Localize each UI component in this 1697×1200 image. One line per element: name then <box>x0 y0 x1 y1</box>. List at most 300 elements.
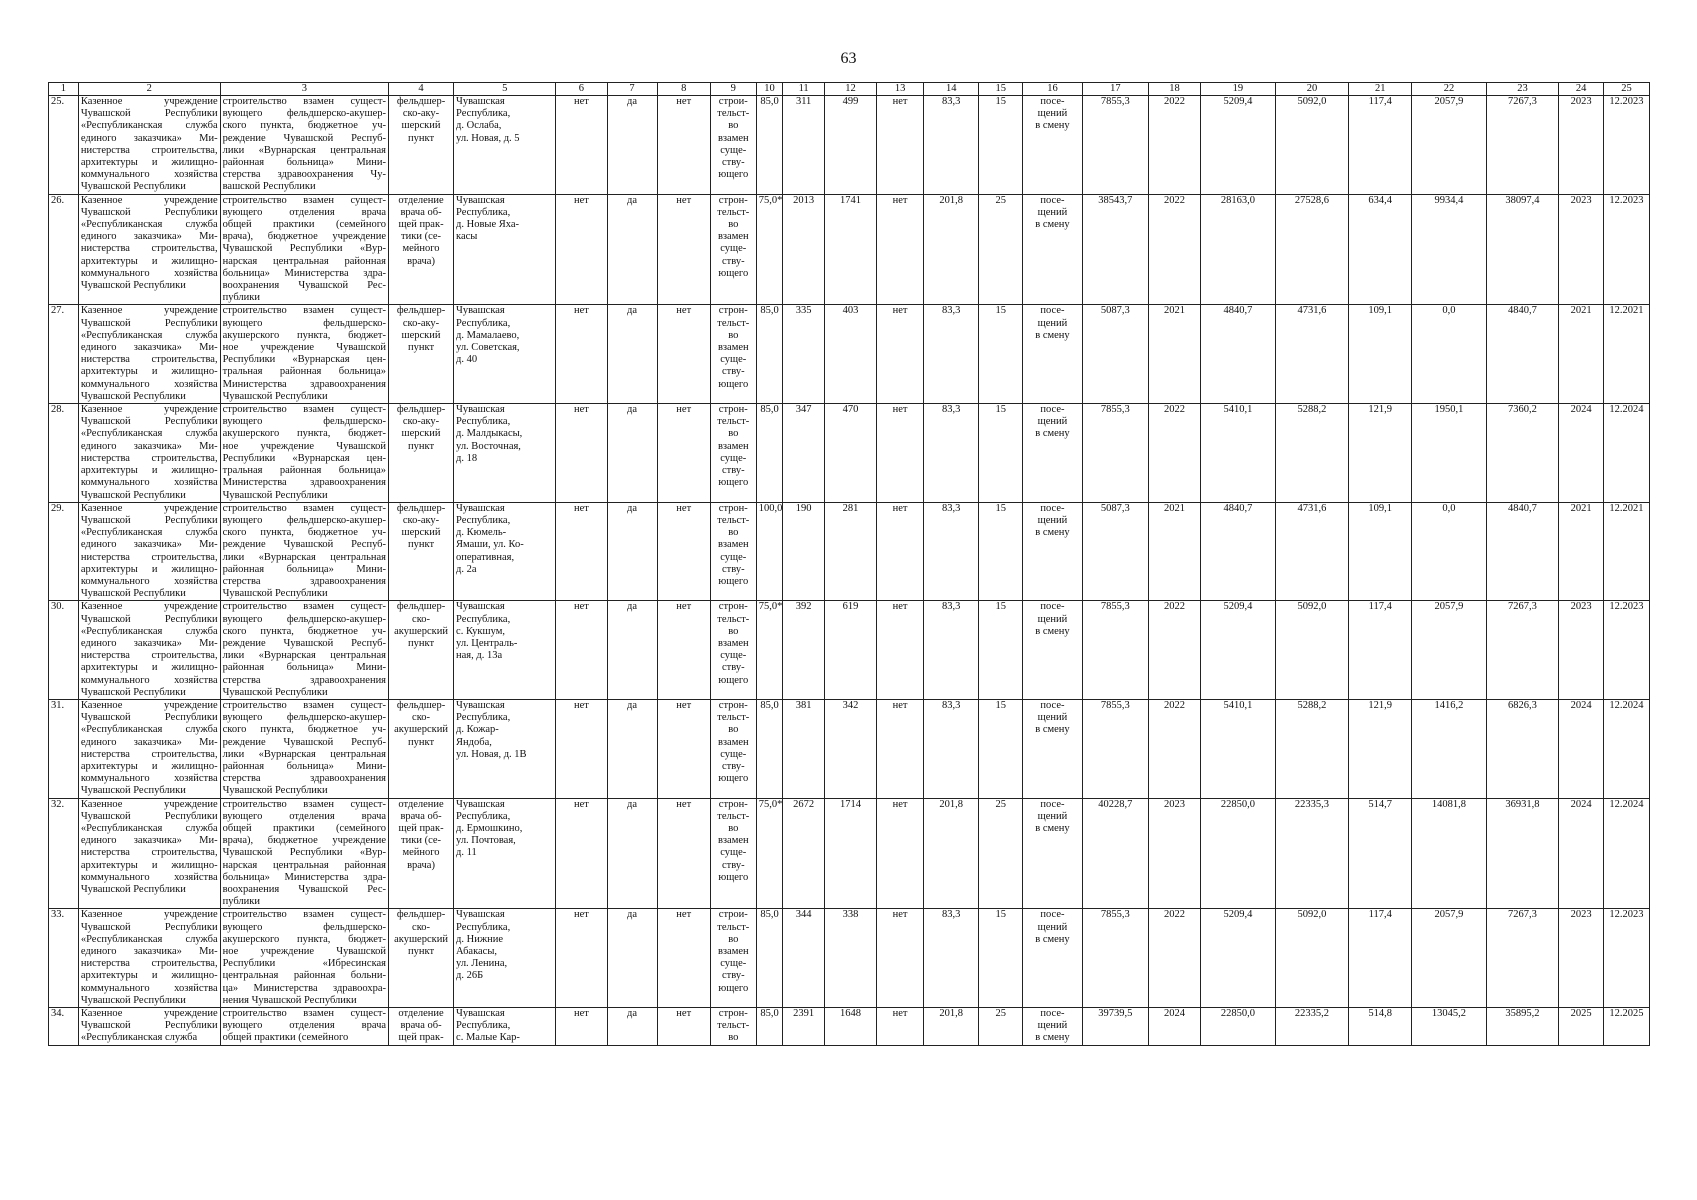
column-number-25: 25 <box>1603 83 1649 96</box>
cell-line: Чувашской Республики <box>80 810 218 822</box>
cell-col-1: 32. <box>49 798 79 909</box>
cell-line: посе- <box>1040 404 1065 416</box>
cell-line: во <box>728 219 739 231</box>
cell-col-15: 15 <box>979 96 1023 195</box>
cell-line: Казенное учреждение <box>80 798 218 810</box>
cell-line: общей практики (семейного <box>222 1032 349 1044</box>
cell-line: щений <box>1037 108 1068 120</box>
cell-line: «Республиканская служба <box>80 527 218 539</box>
cell-col-24: 2023 <box>1559 601 1604 700</box>
cell-line: взамен <box>717 440 749 452</box>
cell-col-9 <box>710 194 756 305</box>
cell-col-19: 22850,0 <box>1201 1008 1276 1046</box>
cell-col-25: 12.2023 <box>1603 601 1649 700</box>
cell-col-16 <box>1023 194 1083 305</box>
cell-line: щений <box>1037 712 1068 724</box>
cell-col-7: да <box>607 1008 657 1046</box>
cell-line: акушерского пункта, бюджет- <box>222 428 387 440</box>
cell-col-23: 6826,3 <box>1486 699 1558 798</box>
cell-line: лики «Вурнарская центральная <box>222 551 387 563</box>
cell-col-19: 22850,0 <box>1201 798 1276 909</box>
cell-col-13: нет <box>877 601 924 700</box>
cell-line: стерства здравоохранения Чу- <box>222 169 387 181</box>
cell-line: реждение Чувашской Респуб- <box>222 132 387 144</box>
cell-line: ющего <box>718 267 749 279</box>
cell-line: взамен <box>717 835 749 847</box>
cell-line: Казенное учреждение <box>80 601 218 613</box>
cell-line: реждение Чувашской Респуб- <box>222 539 387 551</box>
cell-line: вующего фельдшерско- <box>222 317 387 329</box>
cell-line: мейного <box>402 243 440 255</box>
cell-col-8: нет <box>657 502 710 601</box>
cell-line: пункт <box>408 637 435 649</box>
cell-line: д. Кюмель- <box>456 527 507 539</box>
cell-line: д. 40 <box>456 354 478 366</box>
cell-col-25: 12.2021 <box>1603 502 1649 601</box>
cell-line: во <box>728 1032 739 1044</box>
cell-col-15: 25 <box>979 798 1023 909</box>
cell-col-23: 7267,3 <box>1486 96 1558 195</box>
cell-col-23: 4840,7 <box>1486 502 1558 601</box>
cell-col-10: 85,0 <box>756 404 783 503</box>
cell-col-14: 83,3 <box>924 96 979 195</box>
cell-line: строительство взамен сущест- <box>222 305 387 317</box>
cell-line: Чувашской Республики <box>80 280 186 292</box>
cell-col-11: 190 <box>783 502 825 601</box>
cell-line: «Республиканская служба <box>80 428 218 440</box>
cell-col-23: 4840,7 <box>1486 305 1558 404</box>
column-number-19: 19 <box>1201 83 1276 96</box>
cell-col-17: 40228,7 <box>1082 798 1148 909</box>
cell-line: суще- <box>720 243 747 255</box>
cell-col-14: 83,3 <box>924 502 979 601</box>
cell-col-21: 109,1 <box>1349 502 1412 601</box>
cell-col-14: 83,3 <box>924 909 979 1008</box>
cell-line: пункт <box>408 946 435 958</box>
cell-col-5 <box>454 601 556 700</box>
cell-col-22: 0,0 <box>1412 305 1487 404</box>
cell-col-3 <box>220 601 388 700</box>
cell-col-22: 14081,8 <box>1412 798 1487 909</box>
cell-col-16 <box>1023 305 1083 404</box>
cell-col-15: 15 <box>979 601 1023 700</box>
cell-line: пункт <box>408 440 435 452</box>
cell-line: Чувашской Республики «Вур- <box>222 243 387 255</box>
cell-col-3 <box>220 699 388 798</box>
cell-line: щений <box>1037 514 1068 526</box>
cell-line: коммунального хозяйства <box>80 982 218 994</box>
table-row <box>49 194 1650 305</box>
cell-line: в смену <box>1035 1032 1070 1044</box>
cell-col-1: 25. <box>49 96 79 195</box>
cell-col-25: 12.2023 <box>1603 909 1649 1008</box>
cell-col-9 <box>710 404 756 503</box>
table-row <box>49 909 1650 1008</box>
cell-col-9 <box>710 502 756 601</box>
cell-line: взамен <box>717 342 749 354</box>
cell-col-16 <box>1023 1008 1083 1046</box>
cell-line: д. 18 <box>456 452 478 464</box>
cell-line: Чувашской Республики <box>80 181 186 193</box>
cell-line: в смену <box>1035 120 1070 132</box>
cell-col-19: 5209,4 <box>1201 601 1276 700</box>
cell-col-9 <box>710 699 756 798</box>
cell-line: ул. Восточная, <box>456 440 521 452</box>
cell-col-22: 2057,9 <box>1412 909 1487 1008</box>
table-row <box>49 601 1650 700</box>
cell-line: строн- <box>718 699 748 711</box>
cell-col-20: 5092,0 <box>1275 909 1349 1008</box>
cell-line: коммунального хозяйства <box>80 267 218 279</box>
cell-col-15: 15 <box>979 305 1023 404</box>
cell-line: суще- <box>720 748 747 760</box>
cell-line: строительство взамен сущест- <box>222 404 387 416</box>
cell-line: суще- <box>720 958 747 970</box>
cell-line: в смену <box>1035 428 1070 440</box>
cell-col-23: 38097,4 <box>1486 194 1558 305</box>
cell-col-8: нет <box>657 1008 710 1046</box>
cell-line: суще- <box>720 354 747 366</box>
cell-col-17: 5087,3 <box>1082 305 1148 404</box>
cell-line: Министерства здравоохранения <box>222 477 387 489</box>
cell-col-1: 31. <box>49 699 79 798</box>
cell-col-6: нет <box>556 305 607 404</box>
cell-line: ное учреждение Чувашской <box>222 342 387 354</box>
cell-line: центральная районная больни- <box>222 970 387 982</box>
cell-line: нистерства строительства, <box>80 452 218 464</box>
cell-col-7: да <box>607 601 657 700</box>
cell-line: врача) <box>407 859 435 871</box>
cell-col-15: 15 <box>979 404 1023 503</box>
cell-line: ству- <box>721 366 745 378</box>
cell-col-24: 2024 <box>1559 404 1604 503</box>
cell-col-16 <box>1023 404 1083 503</box>
cell-line: Республики «Ибресинская <box>222 958 387 970</box>
cell-line: суще- <box>720 144 747 156</box>
cell-line: строительство взамен сущест- <box>222 909 387 921</box>
cell-col-12: 403 <box>824 305 876 404</box>
cell-line: Чувашской Республики <box>80 588 186 600</box>
cell-col-5 <box>454 305 556 404</box>
cell-line: архитектуры и жилищно- <box>80 970 218 982</box>
cell-line: суще- <box>720 847 747 859</box>
cell-col-3 <box>220 502 388 601</box>
column-number-9: 9 <box>710 83 756 96</box>
cell-col-13: нет <box>877 1008 924 1046</box>
cell-col-13: нет <box>877 909 924 1008</box>
cell-col-4 <box>389 404 454 503</box>
cell-line: посе- <box>1040 305 1065 317</box>
cell-line: строн- <box>718 601 748 613</box>
cell-col-23: 35895,2 <box>1486 1008 1558 1046</box>
cell-col-16 <box>1023 699 1083 798</box>
cell-line: районная больница» Мини- <box>222 563 387 575</box>
cell-col-21: 117,4 <box>1349 909 1412 1008</box>
cell-line: Чувашской Республики <box>80 206 218 218</box>
cell-line: акушерского пункта, бюджет- <box>222 329 387 341</box>
cell-line: архитектуры и жилищно- <box>80 760 218 772</box>
cell-line: ющего <box>718 982 749 994</box>
cell-col-16 <box>1023 502 1083 601</box>
cell-col-17: 7855,3 <box>1082 96 1148 195</box>
cell-line: «Республиканская служба <box>80 724 218 736</box>
cell-line: Чувашской Республики <box>80 712 218 724</box>
cell-line: «Республиканская служба <box>80 329 218 341</box>
cell-col-9 <box>710 601 756 700</box>
cell-col-12: 338 <box>824 909 876 1008</box>
cell-line: лики «Вурнарская центральная <box>222 748 387 760</box>
cell-line: коммунального хозяйства <box>80 378 218 390</box>
cell-line: тельст- <box>717 712 750 724</box>
cell-line: Чувашской Республики <box>222 686 328 698</box>
cell-col-18: 2023 <box>1148 798 1200 909</box>
cell-line: фельдшер- <box>396 305 446 317</box>
cell-line: ству- <box>721 970 745 982</box>
cell-col-24: 2023 <box>1559 194 1604 305</box>
column-number-3: 3 <box>220 83 388 96</box>
cell-line: нарская центральная районная <box>222 255 387 267</box>
cell-col-1: 30. <box>49 601 79 700</box>
cell-line: Республика, <box>456 108 511 120</box>
cell-line: ско- <box>412 613 431 625</box>
cell-line: нистерства строительства, <box>80 551 218 563</box>
cell-line: строн- <box>718 305 748 317</box>
cell-line: единого заказчика» Ми- <box>80 539 218 551</box>
cell-line: посе- <box>1040 909 1065 921</box>
cell-line: пункт <box>408 132 435 144</box>
cell-col-13: нет <box>877 502 924 601</box>
cell-line: во <box>728 329 739 341</box>
cell-line: строительство взамен сущест- <box>222 1008 387 1020</box>
column-number-24: 24 <box>1559 83 1604 96</box>
cell-line: Чувашской Республики <box>80 785 186 797</box>
cell-line: д. Нижние <box>456 933 503 945</box>
cell-col-11: 392 <box>783 601 825 700</box>
cell-col-11: 2013 <box>783 194 825 305</box>
cell-col-24: 2023 <box>1559 909 1604 1008</box>
cell-col-4 <box>389 798 454 909</box>
cell-line: Казенное учреждение <box>80 502 218 514</box>
cell-line: единого заказчика» Ми- <box>80 231 218 243</box>
cell-line: районная больница» Мини- <box>222 157 387 169</box>
table-row <box>49 404 1650 503</box>
cell-col-19: 5410,1 <box>1201 699 1276 798</box>
cell-line: акушерский <box>394 724 448 736</box>
cell-col-22: 9934,4 <box>1412 194 1487 305</box>
cell-line: фельдшер- <box>396 909 446 921</box>
cell-col-9 <box>710 798 756 909</box>
cell-line: тельст- <box>717 810 750 822</box>
cell-line: районная больница» Мини- <box>222 662 387 674</box>
cell-line: Республика, <box>456 1020 511 1032</box>
cell-line: щей прак- <box>398 822 444 834</box>
cell-col-18: 2024 <box>1148 1008 1200 1046</box>
cell-line: строн- <box>718 1008 748 1020</box>
cell-col-7: да <box>607 305 657 404</box>
cell-line: стерства здравоохранения <box>222 773 387 785</box>
cell-col-23: 7267,3 <box>1486 909 1558 1008</box>
cell-line: архитектуры и жилищно- <box>80 465 218 477</box>
cell-col-8: нет <box>657 699 710 798</box>
column-number-8: 8 <box>657 83 710 96</box>
cell-col-6: нет <box>556 798 607 909</box>
cell-line: д. Ермошкино, <box>456 822 523 834</box>
cell-line: Республика, <box>456 416 511 428</box>
cell-line: во <box>728 625 739 637</box>
cell-line: единого заказчика» Ми- <box>80 835 218 847</box>
cell-line: пункт <box>408 342 435 354</box>
cell-line: ул. Новая, д. 1В <box>456 748 527 760</box>
cell-col-20: 5288,2 <box>1275 699 1349 798</box>
cell-col-21: 117,4 <box>1349 96 1412 195</box>
cell-line: щений <box>1037 810 1068 822</box>
cell-col-8: нет <box>657 798 710 909</box>
cell-line: Казенное учреждение <box>80 194 218 206</box>
cell-col-16 <box>1023 798 1083 909</box>
cell-line: д. Новые Яха- <box>456 219 520 231</box>
cell-line: Чувашской Республики <box>80 994 186 1006</box>
cell-line: ского пункта, бюджетное уч- <box>222 625 387 637</box>
table-row <box>49 798 1650 909</box>
cell-col-18: 2022 <box>1148 404 1200 503</box>
column-number-2: 2 <box>78 83 220 96</box>
cell-col-22: 13045,2 <box>1412 1008 1487 1046</box>
cell-line: д. Кожар- <box>456 724 499 736</box>
cell-col-19: 5410,1 <box>1201 404 1276 503</box>
cell-line: Министерства здравоохранения <box>222 378 387 390</box>
column-number-13: 13 <box>877 83 924 96</box>
cell-col-4 <box>389 194 454 305</box>
cell-line: воохранения Чувашской Рес- <box>222 884 387 895</box>
cell-line: строительство взамен сущест- <box>222 502 387 514</box>
cell-col-4 <box>389 1008 454 1046</box>
cell-line: Чувашской Республики <box>222 785 328 797</box>
cell-line: с. Кукшум, <box>456 625 505 637</box>
cell-line: стерства здравоохранения <box>222 674 387 686</box>
cell-line: шерский <box>401 120 441 132</box>
cell-line: врача) <box>407 255 435 267</box>
cell-line: в смену <box>1035 822 1070 834</box>
cell-col-12: 1741 <box>824 194 876 305</box>
cell-col-16 <box>1023 601 1083 700</box>
cell-line: д. 11 <box>456 847 477 859</box>
column-number-16: 16 <box>1023 83 1083 96</box>
cell-line: ющего <box>718 674 749 686</box>
cell-line: Чувашской Республики <box>80 1020 218 1032</box>
cell-col-20: 5092,0 <box>1275 96 1349 195</box>
cell-line: архитектуры и жилищно- <box>80 563 218 575</box>
cell-line: Казенное учреждение <box>80 305 218 317</box>
cell-col-12: 499 <box>824 96 876 195</box>
cell-col-10: 85,0 <box>756 1008 783 1046</box>
cell-col-23: 7267,3 <box>1486 601 1558 700</box>
cell-line: нистерства строительства, <box>80 650 218 662</box>
cell-line: Казенное учреждение <box>80 1008 218 1020</box>
cell-line: архитектуры и жилищно- <box>80 366 218 378</box>
cell-col-20: 4731,6 <box>1275 305 1349 404</box>
cell-line: Чувашская <box>456 96 505 107</box>
cell-line: Чувашская <box>456 1008 505 1020</box>
table-row <box>49 502 1650 601</box>
cell-col-15: 15 <box>979 909 1023 1008</box>
cell-col-11: 2391 <box>783 1008 825 1046</box>
page-number: 63 <box>840 50 857 67</box>
cell-col-18: 2021 <box>1148 502 1200 601</box>
cell-line: ющего <box>718 378 749 390</box>
cell-line: ского пункта, бюджетное уч- <box>222 527 387 539</box>
cell-col-21: 121,9 <box>1349 699 1412 798</box>
cell-line: «Республиканская служба <box>80 219 218 231</box>
cell-line: во <box>728 724 739 736</box>
cell-line: мейного <box>402 847 440 859</box>
cell-col-11: 311 <box>783 96 825 195</box>
cell-col-9 <box>710 305 756 404</box>
cell-line: ско- <box>412 712 431 724</box>
cell-line: «Республиканская служба <box>80 933 218 945</box>
cell-line: Республика, <box>456 810 511 822</box>
cell-col-11: 2672 <box>783 798 825 909</box>
cell-line: пункт <box>408 539 435 551</box>
cell-col-7: да <box>607 798 657 909</box>
cell-line: стерства здравоохранения <box>222 575 387 587</box>
cell-line: Казенное учреждение <box>80 909 218 921</box>
cell-line: Чувашская <box>456 601 505 613</box>
cell-col-9 <box>710 909 756 1008</box>
cell-line: Чувашской Республики <box>80 317 218 329</box>
cell-line: касы <box>456 231 478 243</box>
cell-col-7: да <box>607 194 657 305</box>
cell-col-17: 7855,3 <box>1082 909 1148 1008</box>
cell-col-16 <box>1023 96 1083 195</box>
cell-line: отделение <box>398 1008 444 1020</box>
cell-col-5 <box>454 404 556 503</box>
cell-col-7: да <box>607 404 657 503</box>
cell-line: нистерства строительства, <box>80 748 218 760</box>
cell-line: во <box>728 527 739 539</box>
cell-col-8: нет <box>657 194 710 305</box>
column-number-23: 23 <box>1486 83 1558 96</box>
cell-line: ско- <box>412 921 431 933</box>
cell-line: Абакасы, <box>456 946 498 958</box>
column-number-22: 22 <box>1412 83 1487 96</box>
cell-line: в смену <box>1035 329 1070 341</box>
cell-line: тельст- <box>717 317 750 329</box>
cell-line: посе- <box>1040 194 1065 206</box>
cell-col-17: 7855,3 <box>1082 601 1148 700</box>
cell-line: коммунального хозяйства <box>80 871 218 883</box>
cell-line: Чувашская <box>456 502 505 514</box>
cell-col-2 <box>78 601 220 700</box>
cell-line: в смену <box>1035 527 1070 539</box>
cell-line: Казенное учреждение <box>80 404 218 416</box>
cell-line: посе- <box>1040 699 1065 711</box>
cell-line: фельдшер- <box>396 502 446 514</box>
cell-line: ского пункта, бюджетное уч- <box>222 724 387 736</box>
cell-line: ющего <box>718 871 749 883</box>
cell-col-2 <box>78 699 220 798</box>
cell-col-4 <box>389 502 454 601</box>
cell-line: воохранения Чувашской Рес- <box>222 280 387 292</box>
cell-line: «Республиканская служба <box>80 822 218 834</box>
cell-line: ющего <box>718 169 749 181</box>
cell-col-20: 5288,2 <box>1275 404 1349 503</box>
cell-col-8: нет <box>657 305 710 404</box>
cell-line: Чувашской Республики <box>80 514 218 526</box>
cell-col-21: 121,9 <box>1349 404 1412 503</box>
cell-col-16 <box>1023 909 1083 1008</box>
cell-col-21: 634,4 <box>1349 194 1412 305</box>
cell-line: нения Чувашской Республики <box>222 994 357 1006</box>
